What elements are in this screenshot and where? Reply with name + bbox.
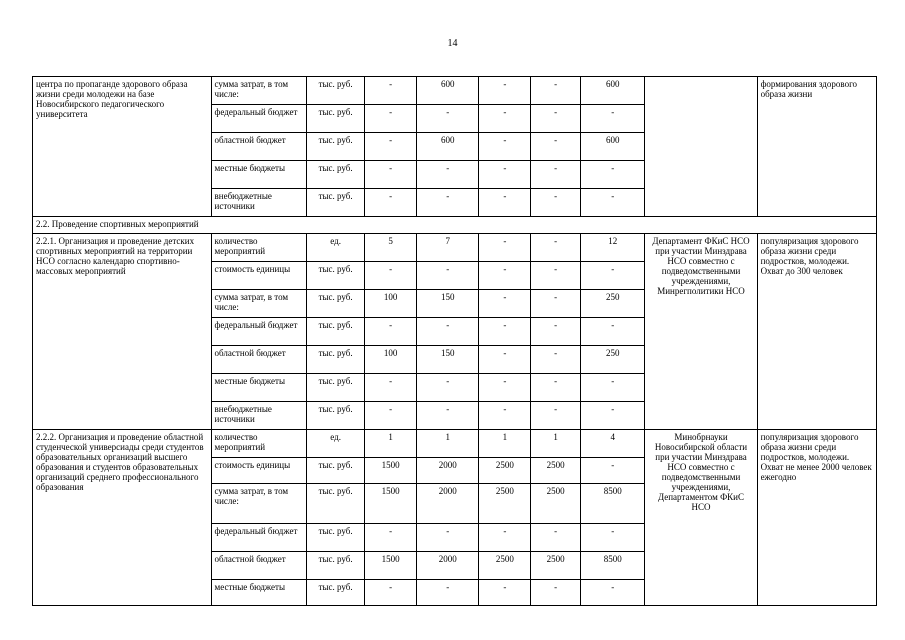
value-cell: -	[531, 524, 581, 552]
unit-cell: тыс. руб.	[307, 290, 365, 318]
value-cell: 1	[365, 430, 417, 458]
measure-name: 2.2.1. Организация и проведение детских спортивных мероприятий на территории НСО согласно календарю спортивно-массовых мероприятий	[33, 234, 212, 430]
value-cell: 2500	[479, 458, 531, 484]
value-cell: 4	[581, 430, 645, 458]
value-cell: 5	[365, 234, 417, 262]
value-cell: -	[479, 580, 531, 606]
table-row	[33, 430, 877, 458]
unit-cell: тыс. руб.	[307, 374, 365, 402]
value-cell: -	[581, 262, 645, 290]
indicator-cell: местные бюджеты	[211, 580, 307, 606]
unit-cell: тыс. руб.	[307, 77, 365, 105]
value-cell: -	[365, 262, 417, 290]
value-cell: -	[531, 290, 581, 318]
unit-cell: тыс. руб.	[307, 133, 365, 161]
unit-cell: тыс. руб.	[307, 318, 365, 346]
value-cell: -	[479, 189, 531, 217]
measure-name: центра по пропаганде здорового образа жизни среди молодежи на базе Новосибирского педагогического университета	[33, 77, 212, 217]
indicator-cell: сумма затрат, в том числе:	[211, 484, 307, 524]
unit-cell: тыс. руб.	[307, 580, 365, 606]
unit-cell: тыс. руб.	[307, 105, 365, 133]
value-cell: -	[479, 402, 531, 430]
value-cell: -	[365, 402, 417, 430]
value-cell: -	[417, 580, 479, 606]
value-cell: 1500	[365, 458, 417, 484]
value-cell: -	[479, 290, 531, 318]
section-title: 2.2. Проведение спортивных мероприятий	[33, 217, 877, 234]
unit-cell: тыс. руб.	[307, 262, 365, 290]
result-cell: популяризация здорового образа жизни среди подростков, молодежи. Охват не менее 2000 человек ежегодно	[757, 430, 876, 606]
value-cell: -	[365, 524, 417, 552]
value-cell: 150	[417, 346, 479, 374]
indicator-cell: количество мероприятий	[211, 234, 307, 262]
indicator-cell: местные бюджеты	[211, 374, 307, 402]
value-cell: 2000	[417, 552, 479, 580]
indicator-cell: областной бюджет	[211, 346, 307, 374]
value-cell: 250	[581, 290, 645, 318]
unit-cell: ед.	[307, 430, 365, 458]
indicator-cell: федеральный бюджет	[211, 318, 307, 346]
value-cell: -	[581, 402, 645, 430]
value-cell: -	[531, 234, 581, 262]
value-cell: 8500	[581, 484, 645, 524]
indicator-cell: внебюджетные источники	[211, 189, 307, 217]
indicator-cell: местные бюджеты	[211, 161, 307, 189]
unit-cell: тыс. руб.	[307, 346, 365, 374]
executor-cell: Департамент ФКиС НСО при участии Минздрава НСО совместно с подведомственными учреждениями, Минрегполитики НСО	[645, 234, 757, 430]
table-row	[33, 77, 877, 105]
value-cell: -	[365, 189, 417, 217]
value-cell: -	[581, 374, 645, 402]
value-cell: -	[479, 133, 531, 161]
value-cell: -	[479, 161, 531, 189]
unit-cell: тыс. руб.	[307, 402, 365, 430]
value-cell: 600	[581, 133, 645, 161]
value-cell: 2500	[531, 458, 581, 484]
value-cell: -	[581, 458, 645, 484]
value-cell: -	[531, 133, 581, 161]
indicator-cell: сумма затрат, в том числе:	[211, 290, 307, 318]
unit-cell: тыс. руб.	[307, 524, 365, 552]
value-cell: 1500	[365, 484, 417, 524]
value-cell: -	[365, 77, 417, 105]
value-cell: -	[365, 374, 417, 402]
result-cell: популяризация здорового образа жизни среди подростков, молодежи. Охват до 300 человек	[757, 234, 876, 430]
value-cell: -	[417, 189, 479, 217]
table-row	[33, 234, 877, 262]
value-cell: -	[581, 161, 645, 189]
program-table	[32, 76, 877, 606]
value-cell: 1	[417, 430, 479, 458]
value-cell: -	[479, 346, 531, 374]
value-cell: -	[531, 580, 581, 606]
value-cell: -	[365, 318, 417, 346]
value-cell: -	[531, 161, 581, 189]
indicator-cell: внебюджетные источники	[211, 402, 307, 430]
value-cell: -	[479, 374, 531, 402]
value-cell: 2000	[417, 458, 479, 484]
value-cell: -	[531, 105, 581, 133]
value-cell: 8500	[581, 552, 645, 580]
value-cell: 2500	[531, 484, 581, 524]
value-cell: -	[531, 402, 581, 430]
executor-cell	[645, 77, 757, 217]
page-number: 14	[447, 38, 458, 49]
value-cell: 2500	[479, 552, 531, 580]
value-cell: -	[581, 318, 645, 346]
value-cell: -	[479, 524, 531, 552]
unit-cell: тыс. руб.	[307, 458, 365, 484]
value-cell: -	[531, 374, 581, 402]
value-cell: -	[365, 580, 417, 606]
value-cell: 600	[581, 77, 645, 105]
value-cell: -	[417, 524, 479, 552]
unit-cell: тыс. руб.	[307, 484, 365, 524]
value-cell: -	[479, 234, 531, 262]
value-cell: 7	[417, 234, 479, 262]
value-cell: 600	[417, 77, 479, 105]
measure-name: 2.2.2. Организация и проведение областной студенческой универсиады среди студентов образовательных организаций высшего образования и студентов образовательных организаций среднего профессионального образования	[33, 430, 212, 606]
value-cell: 1500	[365, 552, 417, 580]
executor-cell: Минобрнауки Новосибирской области при участии Минздрава НСО совместно с подведомственными учреждениями, Департаментом ФКиС НСО	[645, 430, 757, 606]
indicator-cell: количество мероприятий	[211, 430, 307, 458]
value-cell: 100	[365, 346, 417, 374]
value-cell: -	[417, 262, 479, 290]
unit-cell: тыс. руб.	[307, 161, 365, 189]
section-row	[33, 217, 877, 234]
value-cell: -	[531, 346, 581, 374]
value-cell: 1	[531, 430, 581, 458]
value-cell: -	[365, 133, 417, 161]
indicator-cell: сумма затрат, в том числе:	[211, 77, 307, 105]
indicator-cell: федеральный бюджет	[211, 105, 307, 133]
value-cell: -	[417, 402, 479, 430]
value-cell: -	[365, 105, 417, 133]
value-cell: 1	[479, 430, 531, 458]
unit-cell: тыс. руб.	[307, 189, 365, 217]
value-cell: 100	[365, 290, 417, 318]
value-cell: -	[531, 189, 581, 217]
result-cell: формирования здорового образа жизни	[757, 77, 876, 217]
indicator-cell: федеральный бюджет	[211, 524, 307, 552]
value-cell: -	[417, 105, 479, 133]
value-cell: -	[479, 77, 531, 105]
value-cell: -	[581, 524, 645, 552]
indicator-cell: стоимость единицы	[211, 262, 307, 290]
value-cell: -	[581, 189, 645, 217]
indicator-cell: областной бюджет	[211, 133, 307, 161]
value-cell: -	[479, 105, 531, 133]
table-body	[33, 77, 877, 606]
value-cell: 600	[417, 133, 479, 161]
value-cell: 2500	[531, 552, 581, 580]
value-cell: -	[581, 105, 645, 133]
value-cell: -	[365, 161, 417, 189]
value-cell: -	[531, 318, 581, 346]
unit-cell: ед.	[307, 234, 365, 262]
value-cell: -	[417, 374, 479, 402]
value-cell: -	[531, 262, 581, 290]
value-cell: 250	[581, 346, 645, 374]
value-cell: -	[581, 580, 645, 606]
value-cell: 12	[581, 234, 645, 262]
value-cell: 2000	[417, 484, 479, 524]
value-cell: 2500	[479, 484, 531, 524]
value-cell: -	[531, 77, 581, 105]
value-cell: -	[417, 161, 479, 189]
indicator-cell: областной бюджет	[211, 552, 307, 580]
value-cell: -	[479, 262, 531, 290]
indicator-cell: стоимость единицы	[211, 458, 307, 484]
unit-cell: тыс. руб.	[307, 552, 365, 580]
value-cell: -	[479, 318, 531, 346]
value-cell: 150	[417, 290, 479, 318]
value-cell: -	[417, 318, 479, 346]
